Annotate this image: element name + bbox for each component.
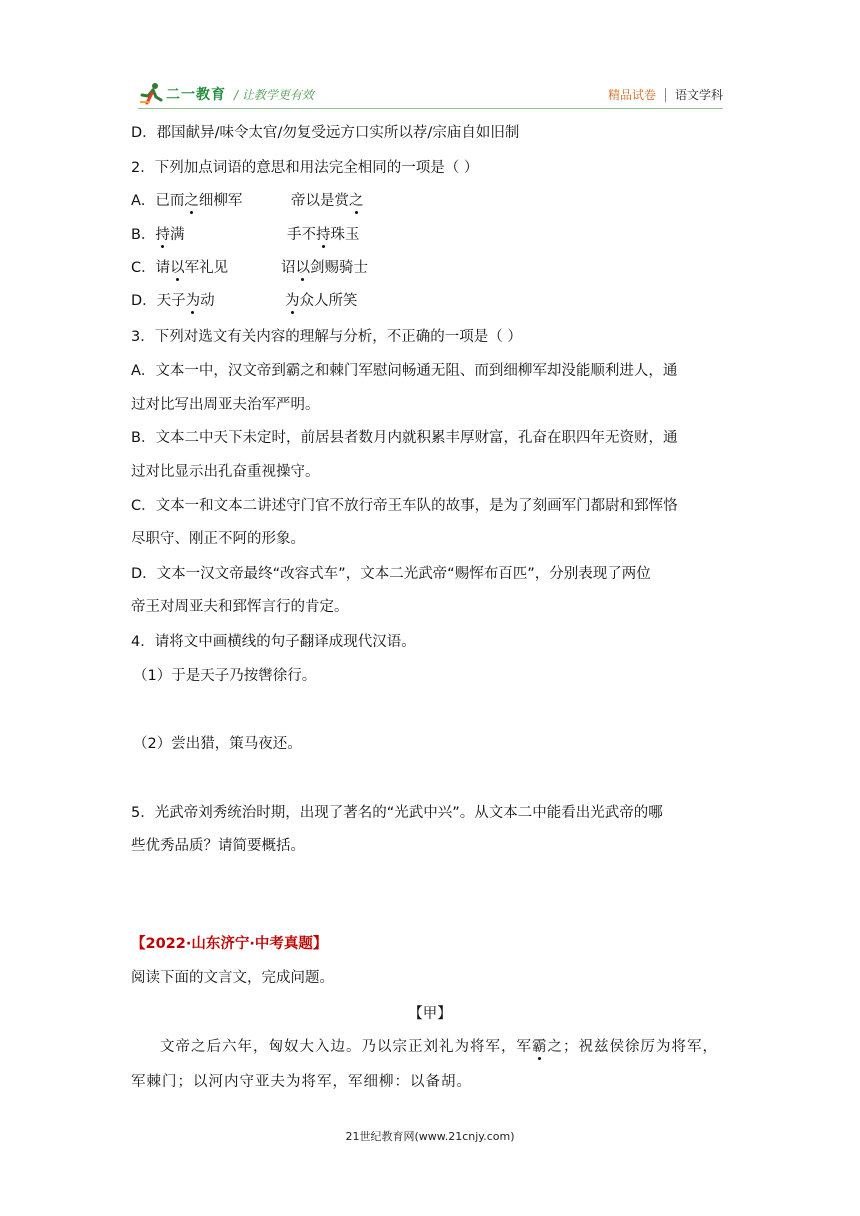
page-header [138,80,723,108]
q3-option-b-line1: B．文本二中天下未定时，前居县者数月内就积累丰厚财富，孔奋在职四年无资财，通 [131,430,678,446]
question-3: 3．下列对选文有关内容的理解与分析，不正确的一项是（ ） [131,329,522,345]
q2-option-a-second [291,191,364,211]
option-d-line: D．郡国献异/味令太官/勿复受远方口实所以荐/宗庙自如旧制 [131,125,520,141]
page-footer: 21世纪教育网(www.21cnjy.com) [345,1130,515,1143]
dotted-word: 持 [316,227,331,243]
text: 军礼见 [184,260,229,276]
q3-option-a-line2: 过对比写出周亚夫治军严明。 [131,397,320,413]
q3-option-d-line2: 帝王对周亚夫和郅恽言行的肯定。 [131,599,349,615]
q2-option-d-second [285,291,358,311]
q2-option-b-second [287,225,360,245]
dotted-word: 持 [155,227,170,243]
text: C．请 [131,260,171,276]
text: 诏 [281,260,296,276]
runner-icon [138,82,164,106]
passage-jia-heading: 【甲】 [408,1006,452,1022]
q4-sentence-1: （1）于是天子乃按辔徐行。 [133,668,317,684]
dotted-word: 以 [295,260,310,276]
q2-option-c-second [281,258,368,278]
brand-logo [138,80,314,108]
question-4: 4．请将文中画横线的句子翻译成现代汉语。 [131,634,416,650]
q3-option-c-line2: 尽职守、刚正不阿的形象。 [131,531,305,547]
dotted-word: 以 [170,260,185,276]
passage-line-2: 军棘门；以河内守亚夫为将军，军细柳：以备胡。 [131,1074,472,1090]
question-2: 2．下列加点词语的意思和用法完全相同的一项是（ ） [131,160,479,176]
dotted-word: 为 [185,293,201,309]
header-separator [665,88,666,102]
q3-option-d-line1: D．文本一汉文帝最终“改容式车”，文本二光武帝“赐恽布百匹”，分别表现了两位 [131,566,651,582]
quality-badge: 精品试卷 [607,88,656,102]
q3-option-c-line1: C．文本一和文本二讲述守门官不放行帝王车队的故事，是为了刻画军门都尉和郅恽恪 [131,498,678,514]
text: 动 [200,293,215,309]
dotted-word: 霸 [532,1039,548,1055]
q3-option-b-line2: 过对比显示出孔奋重视操守。 [131,464,320,480]
question-5-line1: 5．光武帝刘秀统治时期，出现了著名的“光武中兴”。从文本二中能看出光武帝的哪 [131,805,663,821]
passage-line-1 [160,1037,718,1057]
question-5-line2: 些优秀品质？请简要概括。 [131,838,305,854]
text: D．天子 [131,293,186,309]
text: 剑赐骑士 [310,260,368,276]
q2-option-a [131,191,364,211]
reading-instruction: 阅读下面的文言文，完成问题。 [131,970,334,986]
q2-option-b [131,225,360,245]
text: B． [131,227,156,243]
dotted-word: 之 [184,193,199,209]
header-meta [608,86,723,103]
source-label: 【2022·山东济宁·中考真题】 [131,936,328,952]
text: 手不 [287,227,316,243]
text: 珠玉 [330,227,360,243]
text: A．已而 [131,193,185,209]
text: 帝以是赏 [291,193,349,209]
text: 之；祝兹侯徐厉为将军， [547,1039,718,1055]
text: 细柳军 [198,193,243,209]
logo-text: 二一教育 [166,87,226,103]
dotted-word: 为 [285,293,300,309]
q3-option-a-line1: A．文本一中，汉文帝到霸之和棘门军慰问畅通无阻、而到细柳军却没能顺利进人，通 [131,363,678,379]
q4-sentence-2: （2）尝出猎，策马夜还。 [133,736,302,752]
header-divider [138,108,723,109]
q2-option-d [131,291,358,311]
text: 满 [169,227,185,243]
text: 众人所笑 [299,293,358,309]
logo-slogan: / 让教学更有效 [234,87,314,102]
dotted-word: 之 [349,193,364,209]
subject-label: 语文学科 [674,88,723,102]
text: 文帝之后六年，匈奴大入边。乃以宗正刘礼为将军，军 [160,1039,532,1055]
q2-option-c [131,258,368,278]
